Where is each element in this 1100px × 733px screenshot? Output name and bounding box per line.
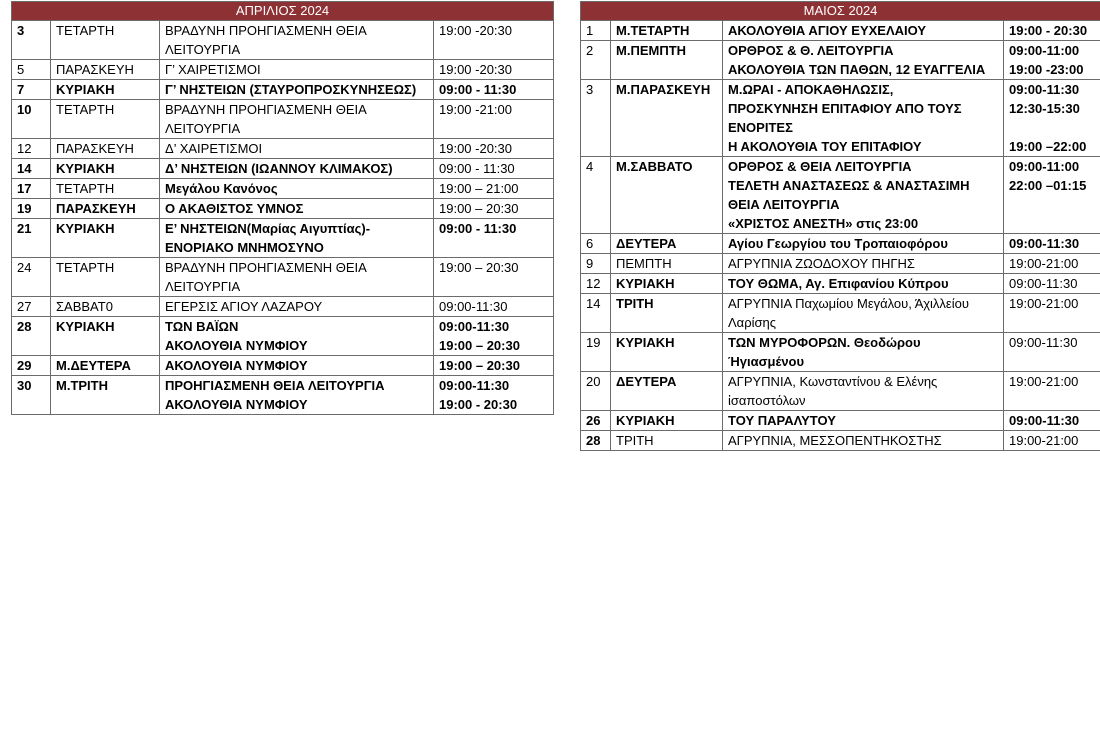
time-line: 19:00 – 20:30 xyxy=(439,358,520,373)
service-line: ΑΓΡΥΠΝΙΑ, Κωνσταντίνου & Ελένης xyxy=(728,374,938,389)
time-line: 19:00 – 20:30 xyxy=(439,201,519,216)
time-line: 19:00 – 20:30 xyxy=(439,260,519,275)
day-cell: 26 xyxy=(581,411,611,431)
service-cell xyxy=(723,274,1004,294)
time-cell xyxy=(434,317,554,356)
day-cell: 21 xyxy=(12,219,51,258)
may-schedule-table xyxy=(580,1,1100,451)
time-cell xyxy=(1004,333,1100,372)
weekday-cell: ΚΥΡΙΑΚΗ xyxy=(611,274,723,294)
time-line: 19:00 -20:30 xyxy=(439,62,513,77)
day-cell: 29 xyxy=(12,356,51,376)
service-line: Μεγάλου Κανόνος xyxy=(165,181,278,196)
service-line: ΒΡΑΔΥΝΗ ΠΡΟΗΓΙΑΣΜΕΝΗ ΘΕΙΑ xyxy=(165,23,367,38)
service-line: ΑΚΟΛΟΥΘΙΑ ΝΥΜΦΙΟΥ xyxy=(165,358,308,373)
table-row xyxy=(12,219,554,258)
service-cell xyxy=(160,297,434,317)
time-line: 19:00 –22:00 xyxy=(1009,139,1087,154)
time-cell xyxy=(1004,21,1100,41)
time-line: 19:00 -20:30 xyxy=(439,141,513,156)
weekday-cell: Μ.ΣΑΒΒΑΤΟ xyxy=(611,157,723,234)
table-row xyxy=(581,21,1100,41)
time-cell xyxy=(434,356,554,376)
service-line: ΑΚΟΛΟΥΘΙΑ ΝΥΜΦΙΟΥ xyxy=(165,338,308,353)
table-row xyxy=(12,159,554,179)
weekday-cell: ΤΕΤΑΡΤΗ xyxy=(51,100,160,139)
day-cell: 24 xyxy=(12,258,51,297)
time-line: 19:00 – 20:30 xyxy=(439,338,520,353)
service-line: ΤΕΛΕΤΗ ΑΝΑΣΤΑΣΕΩΣ & ΑΝΑΣΤΑΣΙΜΗ xyxy=(728,178,970,193)
service-line: ἰσαποστόλων xyxy=(728,393,806,408)
weekday-cell: ΔΕΥΤΕΡΑ xyxy=(611,372,723,411)
weekday-cell: Μ.ΔΕΥΤΕΡΑ xyxy=(51,356,160,376)
time-line: 09:00-11:30 xyxy=(1009,236,1080,251)
time-line: 19:00 - 20:30 xyxy=(1009,23,1088,38)
service-line: ΕΓΕΡΣΙΣ ΑΓΙΟΥ ΛΑΖΑΡΟΥ xyxy=(165,299,323,314)
time-cell xyxy=(1004,411,1100,431)
table-row xyxy=(581,254,1100,274)
service-cell xyxy=(160,139,434,159)
service-cell xyxy=(723,157,1004,234)
day-cell: 7 xyxy=(12,80,51,100)
table-row xyxy=(581,80,1100,157)
table-row xyxy=(12,317,554,356)
time-cell xyxy=(434,179,554,199)
day-cell: 10 xyxy=(12,100,51,139)
weekday-cell: ΔΕΥΤΕΡΑ xyxy=(611,234,723,254)
service-line: Δ’ ΧΑΙΡΕΤΙΣΜΟΙ xyxy=(165,141,263,156)
weekday-cell: ΚΥΡΙΑΚΗ xyxy=(51,159,160,179)
service-line: ΒΡΑΔΥΝΗ ΠΡΟΗΓΙΑΣΜΕΝΗ ΘΕΙΑ xyxy=(165,102,367,117)
time-cell xyxy=(1004,274,1100,294)
weekday-cell: ΤΡΙΤΗ xyxy=(611,294,723,333)
service-line: ΑΓΡΥΠΝΙΑ Παχωμίου Μεγάλου, Άχιλλείου xyxy=(728,296,969,311)
day-cell: 12 xyxy=(581,274,611,294)
time-line: 19:00 -20:30 xyxy=(439,23,513,38)
table-row xyxy=(12,297,554,317)
day-cell: 9 xyxy=(581,254,611,274)
service-cell xyxy=(723,234,1004,254)
day-cell: 1 xyxy=(581,21,611,41)
service-line: ΑΓΡΥΠΝΙΑ ΖΩΟΔΟΧΟΥ ΠΗΓΗΣ xyxy=(728,256,915,271)
time-line: 09:00-11:30 xyxy=(1009,82,1080,97)
service-line: Ήγιασμένου xyxy=(728,354,805,369)
day-cell: 20 xyxy=(581,372,611,411)
service-cell xyxy=(723,333,1004,372)
service-line: Δ’ ΝΗΣΤΕΙΩΝ (ΙΩΑΝΝΟΥ ΚΛΙΜΑΚΟΣ) xyxy=(165,161,393,176)
time-line: 19:00 -23:00 xyxy=(1009,62,1084,77)
service-line: ΘΕΙΑ ΛΕΙΤΟΥΡΓΙΑ xyxy=(728,197,840,212)
time-line: 19:00-21:00 xyxy=(1009,374,1079,389)
day-cell: 28 xyxy=(581,431,611,451)
table-row xyxy=(12,376,554,415)
service-cell xyxy=(160,159,434,179)
weekday-cell: Μ.ΠΕΜΠΤΗ xyxy=(611,41,723,80)
time-cell xyxy=(1004,157,1100,234)
table-row xyxy=(12,60,554,80)
weekday-cell: ΚΥΡΙΑΚΗ xyxy=(51,219,160,258)
time-cell xyxy=(434,199,554,219)
time-cell xyxy=(1004,372,1100,411)
day-cell: 17 xyxy=(12,179,51,199)
time-cell xyxy=(1004,294,1100,333)
time-line: 19:00 - 20:30 xyxy=(439,397,518,412)
weekday-cell: ΠΑΡΑΣΚΕΥΗ xyxy=(51,199,160,219)
weekday-cell: ΤΕΤΑΡΤΗ xyxy=(51,258,160,297)
table-row xyxy=(581,234,1100,254)
table-row xyxy=(581,157,1100,234)
time-line: 19:00-21:00 xyxy=(1009,433,1079,448)
weekday-cell: ΠΑΡΑΣΚΕΥΗ xyxy=(51,60,160,80)
table-row xyxy=(12,80,554,100)
table-row xyxy=(12,100,554,139)
table-row xyxy=(12,356,554,376)
service-cell xyxy=(723,431,1004,451)
time-line xyxy=(1009,118,1096,137)
table-row xyxy=(581,41,1100,80)
service-line: ΑΚΟΛΟΥΘΙΑ ΤΩΝ ΠΑΘΩΝ, 12 ΕΥΑΓΓΕΛΙΑ xyxy=(728,62,986,77)
service-cell xyxy=(723,80,1004,157)
weekday-cell: Μ.ΠΑΡΑΣΚΕΥΗ xyxy=(611,80,723,157)
time-line: 19:00 -21:00 xyxy=(439,102,513,117)
day-cell: 2 xyxy=(581,41,611,80)
weekday-cell: ΤΕΤΑΡΤΗ xyxy=(51,179,160,199)
service-line: ΤΩΝ ΒΑΪΩΝ xyxy=(165,319,239,334)
table-row xyxy=(12,179,554,199)
may-rows xyxy=(581,21,1100,451)
service-line: ΕΝΟΡΙΤΕΣ xyxy=(728,120,793,135)
weekday-cell: ΚΥΡΙΑΚΗ xyxy=(51,80,160,100)
weekday-cell: ΣΑΒΒΑΤ0 xyxy=(51,297,160,317)
day-cell: 4 xyxy=(581,157,611,234)
weekday-cell: ΠΕΜΠΤΗ xyxy=(611,254,723,274)
time-cell xyxy=(434,21,554,60)
weekday-cell: ΚΥΡΙΑΚΗ xyxy=(611,333,723,372)
service-line: Λαρίσης xyxy=(728,315,777,330)
service-line: Η ΑΚΟΛΟΥΘΙΑ ΤΟΥ ΕΠΙΤΑΦΙΟΥ xyxy=(728,139,922,154)
april-rows xyxy=(12,21,554,415)
time-cell xyxy=(434,139,554,159)
day-cell: 3 xyxy=(581,80,611,157)
time-cell xyxy=(434,159,554,179)
day-cell: 5 xyxy=(12,60,51,80)
service-line: ΑΚΟΛΟΥΘΙΑ ΝΥΜΦΙΟΥ xyxy=(165,397,308,412)
day-cell: 28 xyxy=(12,317,51,356)
time-line: 09:00-11:30 xyxy=(1009,276,1078,291)
time-line: 09:00-11:00 xyxy=(1009,43,1080,58)
service-cell xyxy=(160,60,434,80)
service-line: «ΧΡΙΣΤΟΣ ΑΝΕΣΤΗ» στις 23:00 xyxy=(728,216,919,231)
day-cell: 6 xyxy=(581,234,611,254)
day-cell: 12 xyxy=(12,139,51,159)
day-cell: 19 xyxy=(581,333,611,372)
service-line: Αγίου Γεωργίου του Τροπαιοφόρου xyxy=(728,236,948,251)
service-line: ΑΚΟΛΟΥΘΙΑ ΑΓΙΟΥ ΕΥΧΕΛΑΙΟΥ xyxy=(728,23,927,38)
time-cell xyxy=(1004,80,1100,157)
table-row xyxy=(12,199,554,219)
time-cell xyxy=(434,258,554,297)
may-title: ΜΑΙΟΣ 2024 xyxy=(581,2,1100,21)
time-cell xyxy=(1004,234,1100,254)
service-line: ΛΕΙΤΟΥΡΓΙΑ xyxy=(165,42,241,57)
time-line: 09:00-11:30 xyxy=(439,378,510,393)
service-cell xyxy=(723,372,1004,411)
service-line: ΛΕΙΤΟΥΡΓΙΑ xyxy=(165,121,241,136)
service-cell xyxy=(160,179,434,199)
service-line: ΤΟΥ ΠΑΡΑΛΥΤΟΥ xyxy=(728,413,836,428)
time-line: 09:00 - 11:30 xyxy=(439,161,515,176)
service-cell xyxy=(160,199,434,219)
day-cell: 14 xyxy=(12,159,51,179)
service-cell xyxy=(160,356,434,376)
time-cell xyxy=(434,376,554,415)
time-cell xyxy=(434,80,554,100)
service-line: ΕΝΟΡΙΑΚΟ ΜΝΗΜΟΣΥΝΟ xyxy=(165,240,324,255)
time-line: 09:00-11:30 xyxy=(1009,335,1078,350)
service-cell xyxy=(723,254,1004,274)
time-line: 19:00-21:00 xyxy=(1009,256,1079,271)
weekday-cell: ΤΕΤΑΡΤΗ xyxy=(51,21,160,60)
service-line: Ε’ ΝΗΣΤΕΙΩΝ(Μαρίας Αιγυπτίας)- xyxy=(165,221,371,236)
time-line: 09:00 - 11:30 xyxy=(439,82,517,97)
service-line: ΛΕΙΤΟΥΡΓΙΑ xyxy=(165,279,241,294)
day-cell: 27 xyxy=(12,297,51,317)
time-cell xyxy=(1004,431,1100,451)
service-cell xyxy=(723,41,1004,80)
time-cell xyxy=(434,100,554,139)
weekday-cell: ΠΑΡΑΣΚΕΥΗ xyxy=(51,139,160,159)
time-line: 09:00 - 11:30 xyxy=(439,221,517,236)
time-line: 09:00-11:30 xyxy=(439,319,510,334)
service-line: ΟΡΘΡΟΣ & ΘΕΙΑ ΛΕΙΤΟΥΡΓΙΑ xyxy=(728,159,912,174)
day-cell: 30 xyxy=(12,376,51,415)
service-cell xyxy=(723,411,1004,431)
service-line: ΤΩΝ ΜΥΡΟΦΟΡΩΝ. Θεοδώρου xyxy=(728,335,921,350)
table-row xyxy=(12,139,554,159)
table-row xyxy=(581,372,1100,411)
time-cell xyxy=(434,60,554,80)
weekday-cell: Μ.ΤΕΤΑΡΤΗ xyxy=(611,21,723,41)
service-cell xyxy=(160,258,434,297)
table-row xyxy=(581,274,1100,294)
service-cell xyxy=(160,376,434,415)
service-line: ΟΡΘΡΟΣ & Θ. ΛΕΙΤΟΥΡΓΙΑ xyxy=(728,43,894,58)
table-row xyxy=(581,431,1100,451)
service-line: ΠΡΟΗΓΙΑΣΜΕΝΗ ΘΕΙΑ ΛΕΙΤΟΥΡΓΙΑ xyxy=(165,378,385,393)
time-cell xyxy=(434,219,554,258)
service-cell xyxy=(723,294,1004,333)
time-cell xyxy=(1004,41,1100,80)
table-row xyxy=(581,411,1100,431)
time-line: 09:00-11:30 xyxy=(439,299,508,314)
weekday-cell: ΚΥΡΙΑΚΗ xyxy=(51,317,160,356)
day-cell: 3 xyxy=(12,21,51,60)
weekday-cell: Μ.ΤΡΙΤΗ xyxy=(51,376,160,415)
time-line: 09:00-11:00 xyxy=(1009,159,1080,174)
service-cell xyxy=(160,100,434,139)
service-line: Γ’ ΧΑΙΡΕΤΙΣΜΟΙ xyxy=(165,62,261,77)
time-line: 19:00 – 21:00 xyxy=(439,181,519,196)
day-cell: 19 xyxy=(12,199,51,219)
service-line: ΤΟΥ ΘΩΜΑ, Αγ. Επιφανίου Κύπρου xyxy=(728,276,949,291)
service-line: Ο ΑΚΑΘΙΣΤΟΣ ΥΜΝΟΣ xyxy=(165,201,304,216)
time-line: 22:00 –01:15 xyxy=(1009,178,1087,193)
service-cell xyxy=(723,21,1004,41)
table-row xyxy=(581,294,1100,333)
time-cell xyxy=(1004,254,1100,274)
weekday-cell: ΤΡΙΤΗ xyxy=(611,431,723,451)
time-cell xyxy=(434,297,554,317)
service-cell xyxy=(160,219,434,258)
service-line: Μ.ΩΡΑΙ - ΑΠΟΚΑΘΗΛΩΣΙΣ, xyxy=(728,82,894,97)
april-schedule-table xyxy=(11,1,554,415)
table-row xyxy=(12,258,554,297)
table-row xyxy=(12,21,554,60)
time-line: 12:30-15:30 xyxy=(1009,101,1080,116)
service-line: ΑΓΡΥΠΝΙΑ, ΜΕΣΣΟΠΕΝΤΗΚΟΣΤΗΣ xyxy=(728,433,942,448)
service-cell xyxy=(160,80,434,100)
service-cell xyxy=(160,21,434,60)
service-cell xyxy=(160,317,434,356)
weekday-cell: ΚΥΡΙΑΚΗ xyxy=(611,411,723,431)
time-line: 19:00-21:00 xyxy=(1009,296,1079,311)
service-line: ΒΡΑΔΥΝΗ ΠΡΟΗΓΙΑΣΜΕΝΗ ΘΕΙΑ xyxy=(165,260,367,275)
day-cell: 14 xyxy=(581,294,611,333)
service-line: Γ’ ΝΗΣΤΕΙΩΝ (ΣΤΑΥΡΟΠΡΟΣΚΥΝΗΣΕΩΣ) xyxy=(165,82,417,97)
table-row xyxy=(581,333,1100,372)
time-line: 09:00-11:30 xyxy=(1009,413,1080,428)
service-line: ΠΡΟΣΚΥΝΗΣΗ ΕΠΙΤΑΦΙΟΥ ΑΠΟ ΤΟΥΣ xyxy=(728,101,962,116)
april-title: ΑΠΡΙΛΙΟΣ 2024 xyxy=(12,2,554,21)
